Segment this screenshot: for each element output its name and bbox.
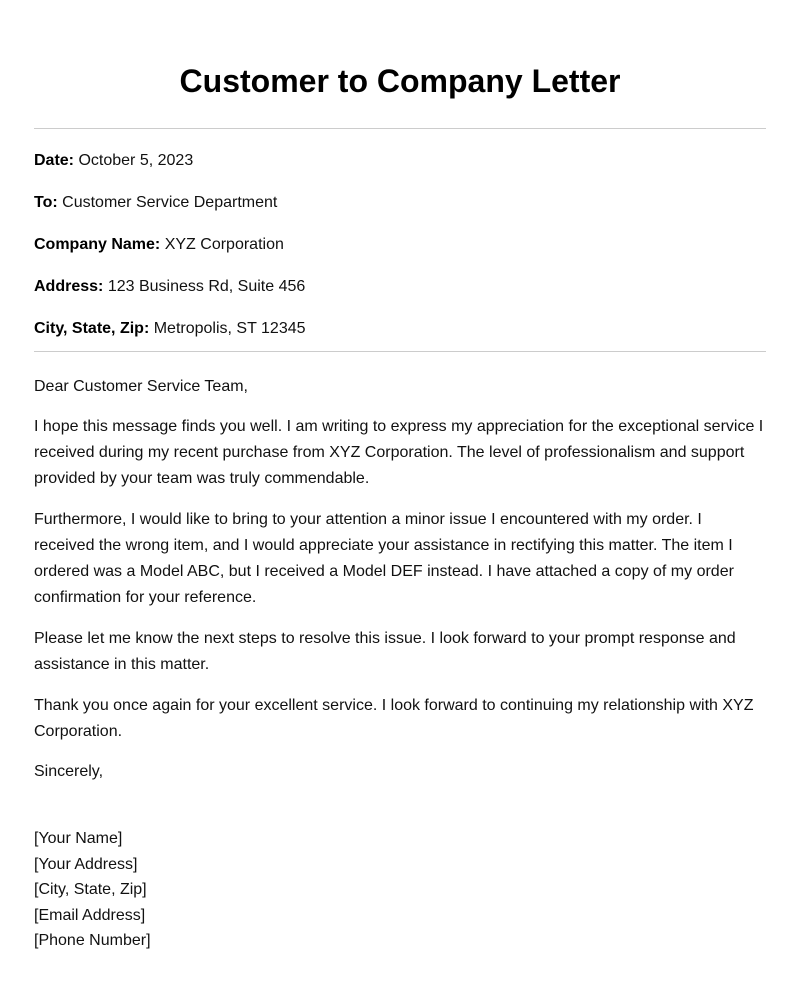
- address-label: Address:: [34, 278, 104, 295]
- signature-phone: [Phone Number]: [34, 932, 151, 949]
- signature-city-state-zip: [City, State, Zip]: [34, 881, 147, 898]
- to-field: [34, 193, 766, 213]
- address-field: [34, 277, 766, 297]
- address-value: 123 Business Rd, Suite 456: [107, 278, 306, 295]
- date-value: October 5, 2023: [78, 152, 194, 169]
- body-paragraph: Thank you once again for your excellent service. I look forward to continuing my relationship with XYZ Corporation.: [34, 697, 754, 740]
- signature-block: [34, 826, 766, 954]
- letter-body: [34, 352, 766, 954]
- company-name-field: [34, 235, 766, 255]
- letter-header-fields: [34, 129, 766, 339]
- signature-email: [Email Address]: [34, 906, 146, 924]
- company-name-value: XYZ Corporation: [164, 236, 284, 253]
- signature-address: [Your Address]: [34, 855, 138, 873]
- to-value: Customer Service Department: [62, 194, 278, 211]
- salutation: Dear Customer Service Team,: [34, 378, 248, 395]
- body-paragraph: Furthermore, I would like to bring to your attention a minor issue I encountered with my order. I received the wrong item, and I would appreciate your assistance in rectifying this matter. The item I ordered was a Model ABC, but I received a Model DEF instead. I have attached a copy of my order confirmation for your reference.: [34, 511, 734, 606]
- city-state-zip-label: City, State, Zip:: [34, 320, 150, 337]
- city-state-zip-field: [34, 319, 766, 339]
- signature-name: [Your Name]: [34, 830, 123, 847]
- date-label: Date:: [34, 152, 75, 169]
- to-label: To:: [34, 194, 58, 211]
- closing: Sincerely,: [34, 763, 104, 780]
- city-state-zip-value: Metropolis, ST 12345: [153, 320, 306, 337]
- body-paragraph: I hope this message finds you well. I am writing to express my appreciation for the exceptional service I received during my recent purchase from XYZ Corporation. The level of professionalism and support provided by your team was truly commendable.: [34, 418, 764, 487]
- date-field: [34, 151, 766, 171]
- body-paragraph: Please let me know the next steps to resolve this issue. I look forward to your prompt response and assistance in this matter.: [34, 630, 736, 673]
- company-name-label: Company Name:: [34, 236, 161, 253]
- letter-title: Customer to Company Letter: [179, 63, 621, 99]
